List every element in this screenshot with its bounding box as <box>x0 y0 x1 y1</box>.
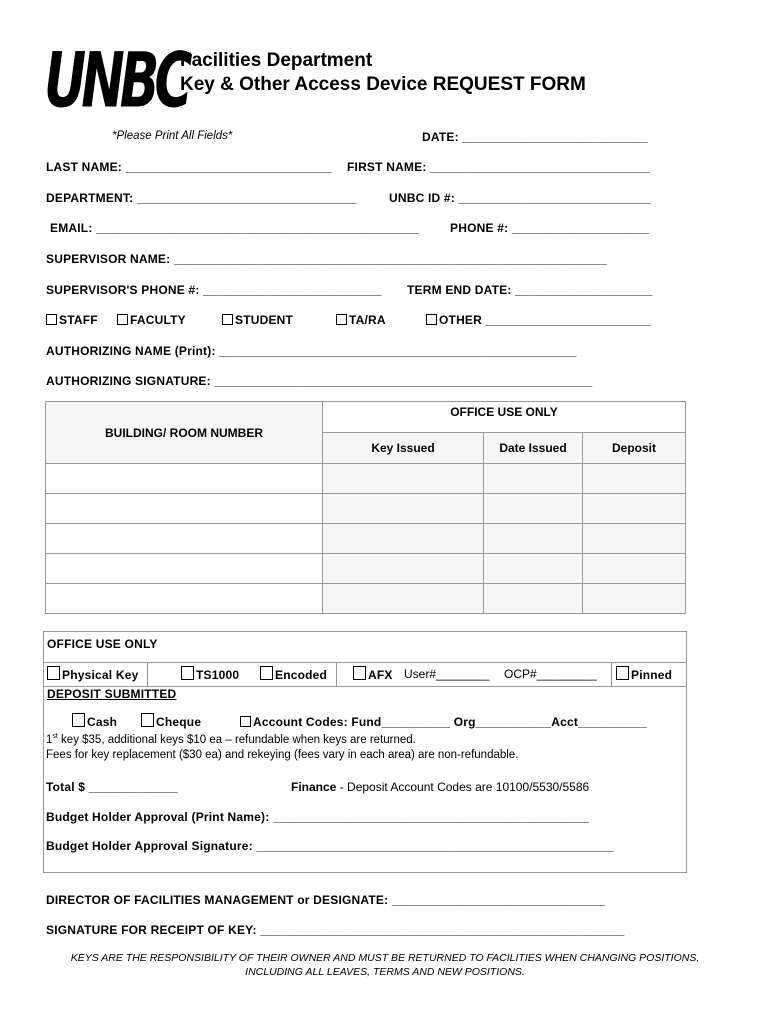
first-name-field[interactable]: FIRST NAME: ________________________________ <box>347 160 651 174</box>
checkbox-icon <box>72 713 85 727</box>
encoded-checkbox[interactable]: Encoded <box>260 666 327 682</box>
checkbox-icon <box>240 716 251 727</box>
building-cell[interactable] <box>46 464 323 494</box>
date-cell[interactable] <box>484 554 583 584</box>
deposit-cell[interactable] <box>583 584 686 614</box>
ts1000-checkbox[interactable]: TS1000 <box>181 666 239 682</box>
role-other-checkbox[interactable]: OTHER ________________________ <box>426 313 651 327</box>
phone-field[interactable]: PHONE #: ____________________ <box>450 221 650 235</box>
ocp-number-field[interactable]: OCP#_________ <box>504 667 597 681</box>
key-cell[interactable] <box>323 494 484 524</box>
deposit-cell[interactable] <box>583 494 686 524</box>
form-title: Key & Other Access Device REQUEST FORM <box>180 74 586 95</box>
cash-checkbox[interactable]: Cash <box>72 713 117 729</box>
date-issued-header: Date Issued <box>484 433 583 464</box>
email-field[interactable]: EMAIL: _______________________________________________ <box>50 221 420 235</box>
unbc-logo: UNBC <box>44 38 188 126</box>
deposit-cell[interactable] <box>583 554 686 584</box>
budget-holder-name-field[interactable]: Budget Holder Approval (Print Name): ______________________________________________ <box>46 810 590 824</box>
authorizing-name-field[interactable]: AUTHORIZING NAME (Print): ____________________________________________________ <box>46 344 577 358</box>
checkbox-icon <box>222 314 233 325</box>
supervisor-name-field[interactable]: SUPERVISOR NAME: _______________________________________________________________ <box>46 252 607 266</box>
key-request-table <box>45 401 686 614</box>
office-use-header: OFFICE USE ONLY <box>323 402 686 433</box>
checkbox-icon <box>616 666 629 680</box>
checkbox-icon <box>141 713 154 727</box>
table-row <box>46 554 686 584</box>
office-use-title: OFFICE USE ONLY <box>47 637 158 651</box>
role-tara-checkbox[interactable]: TA/RA <box>336 313 386 327</box>
term-end-date-field[interactable]: TERM END DATE: ____________________ <box>407 283 653 297</box>
deposit-submitted-title: DEPOSIT SUBMITTED <box>47 687 177 701</box>
date-cell[interactable] <box>484 464 583 494</box>
unbc-id-field[interactable]: UNBC ID #: ____________________________ <box>389 191 652 205</box>
table-row <box>46 524 686 554</box>
checkbox-icon <box>260 666 273 680</box>
date-cell[interactable] <box>484 524 583 554</box>
date-cell[interactable] <box>484 584 583 614</box>
table-row <box>46 464 686 494</box>
building-room-header: BUILDING/ ROOM NUMBER <box>46 402 323 464</box>
budget-holder-signature-field[interactable]: Budget Holder Approval Signature: ____________________________________________________ <box>46 839 614 853</box>
key-cell[interactable] <box>323 554 484 584</box>
role-faculty-checkbox[interactable]: FACULTY <box>117 313 186 327</box>
table-row <box>46 584 686 614</box>
building-cell[interactable] <box>46 584 323 614</box>
afx-checkbox[interactable]: AFX <box>353 666 393 682</box>
department-title: Facilities Department <box>180 50 373 71</box>
checkbox-icon <box>117 314 128 325</box>
deposit-header: Deposit <box>583 433 686 464</box>
key-cell[interactable] <box>323 524 484 554</box>
user-number-field[interactable]: User#________ <box>404 667 490 681</box>
checkbox-icon <box>336 314 347 325</box>
supervisor-phone-field[interactable]: SUPERVISOR'S PHONE #: __________________________ <box>46 283 382 297</box>
finance-note: Finance - Deposit Account Codes are 10100/5530/5586 <box>291 780 590 794</box>
pinned-checkbox[interactable]: Pinned <box>616 666 672 682</box>
deposit-cell[interactable] <box>583 464 686 494</box>
footer-note: KEYS ARE THE RESPONSIBILITY OF THEIR OWNER AND MUST BE RETURNED TO FACILITIES WHEN CHANGING POSITIONS, INCLUDING ALL LEAVES, TERMS AND NEW POSITIONS. <box>70 952 700 978</box>
checkbox-icon <box>47 666 60 680</box>
checkbox-icon <box>426 314 437 325</box>
key-cell[interactable] <box>323 464 484 494</box>
cheque-checkbox[interactable]: Cheque <box>141 713 201 729</box>
role-student-checkbox[interactable]: STUDENT <box>222 313 293 327</box>
date-field[interactable]: DATE: ___________________________ <box>422 130 648 144</box>
last-name-field[interactable]: LAST NAME: ______________________________ <box>46 160 332 174</box>
key-issued-header: Key Issued <box>323 433 484 464</box>
director-signature-field[interactable]: DIRECTOR OF FACILITIES MANAGEMENT or DESIGNATE: _______________________________ <box>46 893 605 907</box>
authorizing-signature-field[interactable]: AUTHORIZING SIGNATURE: _______________________________________________________ <box>46 374 593 388</box>
building-cell[interactable] <box>46 554 323 584</box>
date-cell[interactable] <box>484 494 583 524</box>
physical-key-checkbox[interactable]: Physical Key <box>47 666 138 682</box>
total-field[interactable]: Total $ _____________ <box>46 780 179 794</box>
checkbox-icon <box>353 666 366 680</box>
deposit-cell[interactable] <box>583 524 686 554</box>
building-cell[interactable] <box>46 524 323 554</box>
receipt-signature-field[interactable]: SIGNATURE FOR RECEIPT OF KEY: _____________________________________________________ <box>46 923 625 937</box>
checkbox-icon <box>181 666 194 680</box>
building-cell[interactable] <box>46 494 323 524</box>
key-cell[interactable] <box>323 584 484 614</box>
table-row <box>46 494 686 524</box>
account-codes-checkbox[interactable]: Account Codes: Fund__________ Org___________Acct__________ <box>240 715 647 729</box>
replacement-fee-note: Fees for key replacement ($30 ea) and rekeying (fees vary in each area) are non-refundable. <box>46 749 519 761</box>
department-field[interactable]: DEPARTMENT: ________________________________ <box>46 191 357 205</box>
office-use-panel <box>43 631 687 873</box>
key-fee-note: 1st key $35, additional keys $10 ea – refundable when keys are returned. <box>46 733 416 746</box>
checkbox-icon <box>46 314 57 325</box>
role-staff-checkbox[interactable]: STAFF <box>46 313 98 327</box>
print-note: *Please Print All Fields* <box>112 130 233 142</box>
